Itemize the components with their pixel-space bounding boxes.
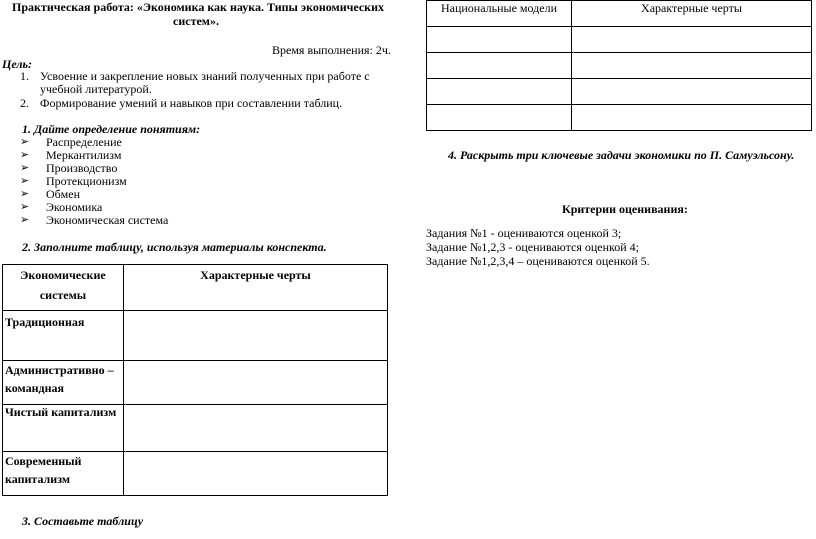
table-row — [427, 79, 812, 105]
table-cell-system: Административно – командная — [3, 361, 124, 405]
arrow-bullet-icon: ➢ — [20, 200, 30, 213]
table-row — [3, 405, 388, 452]
criteria-item: Задания №1 - оцениваются оценкой 3; — [426, 226, 622, 240]
table-cell-system: Традиционная — [3, 311, 124, 361]
goal-2-number: 2. — [20, 96, 29, 110]
time-limit: Время выполнения: 2ч. — [272, 43, 391, 57]
table-row — [427, 53, 812, 79]
concept-item: ➢ Экономическая система — [20, 213, 169, 227]
goal-label: Цель: — [2, 57, 32, 71]
goal-1-line-2: учебной литературой. — [40, 82, 152, 96]
goal-2-line-1: Формирование умений и навыков при составлении таблиц. — [40, 96, 343, 110]
table-row — [3, 311, 388, 361]
table-row — [3, 452, 388, 496]
criteria-item: Задание №1,2,3 - оцениваются оценкой 4; — [426, 240, 639, 254]
table-cell-features[interactable] — [124, 311, 388, 361]
concept-item: ➢ Меркантилизм — [20, 148, 122, 162]
table-cell-features[interactable] — [572, 79, 812, 105]
table-cell-model[interactable] — [427, 79, 572, 105]
table-cell-model[interactable] — [427, 27, 572, 53]
arrow-bullet-icon: ➢ — [20, 161, 30, 174]
arrow-bullet-icon: ➢ — [20, 148, 30, 161]
table-row — [427, 27, 812, 53]
table-header-features: Характерные черты — [124, 265, 388, 311]
table-header-models: Национальные модели — [427, 1, 572, 27]
task-3-heading: 3. Составьте таблицу — [22, 514, 144, 528]
title-line-1: Практическая работа: «Экономика как наука. Типы экономических — [12, 0, 385, 14]
table-cell-features[interactable] — [124, 361, 388, 405]
task-2-heading: 2. Заполните таблицу, используя материалы конспекта. — [22, 240, 327, 254]
concept-item: ➢ Экономика — [20, 200, 103, 214]
task-1-heading: 1. Дайте определение понятиям: — [22, 122, 201, 136]
table-cell-features[interactable] — [124, 405, 388, 452]
goal-1-line-1: Усвоение и закрепление новых знаний полученных при работе с — [40, 69, 370, 83]
table-header-systems: Экономические системы — [3, 265, 124, 311]
criteria-item: Задание №1,2,3,4 – оцениваются оценкой 5. — [426, 254, 650, 268]
arrow-bullet-icon: ➢ — [20, 187, 30, 200]
table-cell-system: Современный капитализм — [3, 452, 124, 496]
economic-systems-table — [2, 264, 388, 496]
table-cell-model[interactable] — [427, 105, 572, 131]
table-cell-features[interactable] — [124, 452, 388, 496]
arrow-bullet-icon: ➢ — [20, 174, 30, 187]
concept-item: ➢ Протекционизм — [20, 174, 127, 188]
arrow-bullet-icon: ➢ — [20, 213, 30, 226]
table-cell-features[interactable] — [572, 53, 812, 79]
table-cell-features[interactable] — [572, 105, 812, 131]
goal-1-number: 1. — [20, 69, 29, 83]
concept-list — [20, 135, 240, 226]
concept-item: ➢ Распределение — [20, 135, 122, 149]
table-cell-model[interactable] — [427, 53, 572, 79]
table-cell-system: Чистый капитализм — [3, 405, 124, 452]
table-row — [3, 361, 388, 405]
criteria-title: Критерии оценивания: — [562, 202, 688, 216]
national-models-table — [426, 0, 812, 131]
concept-item: ➢ Производство — [20, 161, 118, 175]
concept-item: ➢ Обмен — [20, 187, 80, 201]
task-4-heading: 4. Раскрыть три ключевые задачи экономики по П. Самуэльсону. — [448, 148, 795, 162]
title-line-2: систем». — [173, 14, 219, 28]
table-cell-features[interactable] — [572, 27, 812, 53]
table-header-features: Характерные черты — [572, 1, 812, 27]
table-row — [427, 105, 812, 131]
arrow-bullet-icon: ➢ — [20, 135, 30, 148]
